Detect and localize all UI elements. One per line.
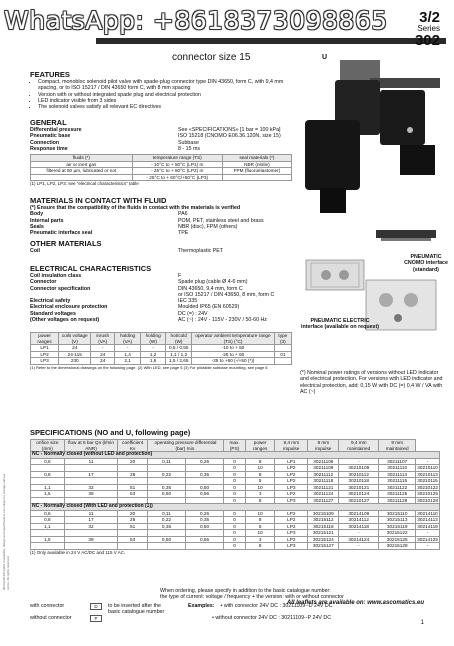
table-cell: 0,35 (147, 484, 185, 491)
features-section (30, 70, 300, 110)
table-cell: 30211127 (308, 497, 339, 504)
table-cell: 30211125 (379, 491, 416, 498)
table-cell: 53 (118, 536, 148, 543)
table-cell: 0,56 (186, 491, 224, 498)
table-cell: 0,56 (186, 536, 224, 543)
table-cell: 0 (224, 523, 246, 530)
table-cell (147, 543, 185, 550)
table-cell: 10 (246, 510, 275, 517)
table-cell: 30214124 (339, 536, 379, 543)
table-cell: 30211107 (379, 458, 416, 465)
table-cell: 0,26 (186, 458, 224, 465)
table-cell: 28 (118, 517, 148, 524)
table-cell: 30211112 (308, 471, 339, 478)
table-cell: LP2 (275, 478, 308, 485)
feature-item: • Compact, monobloc solenoid pilot valve with spade-plug connector type DIN 43650, form C, with 9,4 mm spacing, or to ISO 15217 / DIN 43650 form C, with 8 mm spacing (38, 79, 300, 92)
table-cell: 0,22 (147, 517, 185, 524)
table-cell: 30211124 (308, 491, 339, 498)
materials-title: MATERIALS IN CONTACT WITH FLUID (30, 196, 167, 205)
table-cell: 30210112 (339, 471, 379, 478)
table-cell: LP2 (275, 471, 308, 478)
table-cell: 0,6 (31, 458, 65, 465)
table-cell: 0,50 (147, 491, 185, 498)
table-cell: 30210124 (339, 491, 379, 498)
table-cell: 30215119 (379, 523, 416, 530)
table-cell: LP2 (275, 491, 308, 498)
table-row (31, 543, 440, 550)
table-cell: 3 (246, 536, 275, 543)
table-cell: 30215113 (379, 517, 416, 524)
table-cell (118, 543, 148, 550)
table-cell: 10 (246, 465, 275, 472)
table-cell: 0 (224, 510, 246, 517)
table-cell: 30210128 (417, 497, 438, 503)
table-cell: 30210121 (339, 484, 379, 491)
table-cell: 28 (118, 471, 148, 478)
table-cell: 30215122 (379, 530, 416, 537)
table-cell: 0,11 (147, 510, 185, 517)
table-cell: 10 (246, 484, 275, 491)
table-cell: 30210110 (417, 465, 438, 470)
table-cell: 8 (246, 497, 275, 504)
table-cell: 8 (246, 471, 275, 478)
table-cell: 0 (224, 458, 246, 465)
table-cell: LP2 (275, 510, 308, 517)
table-cell: 30211122 (379, 484, 416, 491)
table-cell: 30211113 (379, 471, 416, 478)
table-cell: 0 (224, 484, 246, 491)
table-cell: 1,1 (31, 484, 65, 491)
feature-item: • The solenoid valves satisfy all relevant EC directives (38, 104, 300, 110)
table-cell: 30215109 (308, 510, 339, 517)
general-row: Differential pressure See «SPECIFICATIONS» [1 bar = 100 kPa] (30, 127, 281, 133)
table-cell: 30211121 (308, 484, 339, 491)
photo2-caption: PNEUMATIC ELECTRIC interface (available on request) (300, 318, 379, 331)
table-cell: 11 (64, 458, 118, 465)
table-cell: 30211115 (379, 478, 416, 485)
general-row: Response time 8 - 15 ms (30, 145, 201, 152)
table-cell: 0,8 (31, 517, 65, 524)
table-cell: LP2 (275, 523, 308, 530)
table-cell: 51 (118, 484, 148, 491)
table-cell: LP2 (275, 465, 308, 472)
table-cell: 5 (246, 478, 275, 485)
table-cell: 3 (246, 491, 275, 498)
interface-photos (286, 230, 446, 360)
table-cell: 5 (246, 523, 275, 530)
table-cell: 32 (64, 523, 118, 530)
materials-note: (*) Ensure that the compatibility of the fluids in contact with the materials is verified (30, 205, 241, 211)
table-cell: 0,11 (147, 458, 185, 465)
table-cell: LP3 (275, 530, 308, 537)
table-cell: 32 (64, 484, 118, 491)
table-cell: 30215124 (308, 536, 339, 543)
series-label: Series (417, 24, 440, 33)
table-cell: LP2 (275, 517, 308, 524)
table-cell: 51 (118, 523, 148, 530)
table-cell: 30214125 (417, 536, 438, 542)
table-cell: 30214109 (339, 510, 379, 517)
table-cell: 30214112 (339, 517, 379, 524)
power-table: power ranges coils voltage (V) inrush (VA) holding (VA) holding (W) hot/cold (W) operator ambient temperature range (TS) (°C) type (3) LP1 24 - - - 0,5 / 0,55 -10 to + 50 LP2 24-115 24 1,4 1,2 1,1 / 1,2 -25 to + 60 01 LP3 230 24 2,1 1,6 1,5 / 2,65 -25 to +60 (-/+50 (*)) (30, 332, 292, 365)
table-cell: 30210109 (339, 465, 379, 472)
general-row: Pneumatic base ISO 15218 (CNOMO E06.36.120N, size 15) (30, 133, 281, 140)
header-bar (96, 38, 446, 44)
table-cell (186, 543, 224, 550)
fluids-table-wrap (30, 154, 292, 187)
table-cell: - (416, 543, 440, 550)
table-cell: 0,50 (186, 523, 224, 530)
fluids-note: (1) LP1, LP2, LP3: see "electrical characteristics" table (30, 181, 139, 186)
table-cell: 30215128 (379, 543, 416, 550)
feature-item: • LED indicator visible from 3 sides (38, 98, 300, 104)
table-cell: 30211106 (308, 458, 339, 465)
table-cell: 30210118 (339, 478, 379, 485)
photo-caption: PNEUMATIC CNOMO interface (standard) (404, 254, 448, 273)
table-cell: 0 (224, 491, 246, 498)
table-cell: 0 (224, 465, 246, 472)
table-cell: 30214113 (417, 517, 438, 522)
table-cell: 0,22 (147, 471, 185, 478)
electrical-section: ELECTRICAL CHARACTERISTICS Coil insulation class F Connector Spade plug (cable Ø 4-6 mm) Connector specification DIN 43650, 9,4 mm, form C or ISO 15217 / DIN 43650, 8 mm, form C Electrical safety IEC 335 Electrical enclosure protection Moulded IP65 (EN 60529) Standard voltages DC (=) : 24V (Other voltages on request) AC (~) : 24V - 115V - 230V / 50-60 Hz (30, 264, 300, 323)
table-cell: - (339, 530, 379, 537)
table-cell: 0 (224, 530, 246, 537)
table-cell: 30210122 (417, 484, 438, 490)
table-cell: LP3 (275, 497, 308, 504)
table-cell: 0,8 (31, 471, 65, 478)
feature-item: • Version with or without integrated spade plug and electrical protection (38, 92, 300, 98)
table-cell: 1,5 (31, 491, 65, 498)
watermark: WhatsApp: +8618373098865 (4, 6, 388, 35)
electrical-title: ELECTRICAL CHARACTERISTICS (30, 264, 152, 273)
table-cell: 30215118 (308, 523, 339, 530)
table-cell: 0,35 (186, 471, 224, 478)
table-cell: 0 (224, 471, 246, 478)
table-cell: - (416, 530, 440, 537)
product-photo (300, 60, 448, 225)
series-number: 3/2 (419, 9, 440, 26)
specs-table: orifice size (mm) flow at 6 bar Qn (l/min ANR) coefficient Kv operating pressure differential (bar) min. max. (PS) power ranges 9,4 mm impulse 8 mm impulse 9,4 mm maintained 8 mm maintained NC - Normally closed (without LED and protection) 0,6 11 20 0,11 0,26 0 8 LP1 30211106 - 30211107 - 0 10 LP2 30211109 30210109 30211110 30210110 0,8 17 28 0,22 0,35 0 8 LP2 30211112 30210112 30211113 30210113 0 5 LP2 30211118 30210118 30211115 30210115 1,1 32 51 0,35 0,50 0 10 LP3 30211121 30210121 30211122 30210122 1,5 39 53 0,50 0,56 0 3 LP2 30211124 30210124 30211125 30210125 0 8 LP3 30211127 30210127 30211128 30210128 NC - Normally closed (With LED and protection (1)) 0,6 11 20 0,11 0,26 0 10 LP2 30215109 30214109 30215110 30214110 0,8 17 28 0,22 0,35 0 8 LP2 30215112 30214112 30215113 30214113 1,1 32 51 0,35 0,50 0 5 LP2 30215118 30214118 30215119 30214119 0 10 LP3 30215121 - 30215122 - 1,5 39 53 0,50 0,56 0 3 LP2 30215124 30214124 30215125 30214125 0 8 LP3 30215127 - 30215128 - (32, 440, 438, 548)
table-cell: 30214118 (339, 523, 379, 530)
footer: All leaflets are available on: www.ascomatics.eu (286, 600, 424, 606)
power-note: (*) Nominal power ratings of versions without LED indicator and electrical protection. For versions with LED indicator and electrical protection, add: 0,15 W with DC (=) 0,4 W / VA with AC (~) (300, 370, 443, 395)
table-cell: 20 (118, 458, 148, 465)
table-cell: 0,35 (186, 517, 224, 524)
table-cell: 8 (246, 543, 275, 550)
specs-section (30, 428, 440, 556)
table-cell: 0 (224, 536, 246, 543)
table-cell: - (416, 458, 440, 465)
specs-title: SPECIFICATIONS (NO and U, following page) (30, 428, 191, 437)
table-cell: 30214119 (417, 523, 438, 529)
table-cell: 0,26 (186, 510, 224, 517)
features-list (30, 79, 300, 110)
table-cell: 30211118 (308, 478, 339, 485)
subtitle: connector size 15 (172, 52, 251, 63)
table-cell (64, 543, 118, 550)
other-title: OTHER MATERIALS (30, 239, 102, 249)
side-text: 00161GB-2011/R01 Availability, design and specifications are subject to change without notice. All rights reserved. (2, 473, 10, 590)
table-cell: 10 (246, 530, 275, 537)
table-cell: 0,35 (147, 523, 185, 530)
table-cell: 30215121 (308, 530, 339, 537)
series-code: 302 (414, 32, 440, 49)
features-title: FEATURES (30, 70, 70, 79)
table-cell: 8 (246, 517, 275, 524)
fluids-table: fluids (*) temperature range (TS) seal materials (*) air or inert gas - 10°C to + 50°C (LP1) m NBR (nitrile) filtered at 50 µm, lubricated or not - 25°C to + 60°C (LP2) m FPM (fluoroelastomer) - 25°C to + 60°C/+50°C (LP3) (30, 154, 292, 181)
table-cell: 0 (224, 517, 246, 524)
table-cell: 0,6 (31, 510, 65, 517)
general-section (30, 118, 300, 152)
ul-mark: U (322, 54, 328, 61)
specs-footnote: (1) Only available in 24 V AC/DC and 115 V AC. (30, 549, 126, 555)
table-cell: 11 (64, 510, 118, 517)
table-cell: 30210125 (417, 491, 438, 496)
specs-group-1: NC - Normally closed (without LED and protection) (31, 452, 440, 459)
power-table-wrap (30, 332, 292, 371)
table-cell: 30211110 (379, 465, 416, 472)
table-cell: 0 (224, 543, 246, 550)
table-cell: 39 (64, 491, 118, 498)
materials-section: MATERIALS IN CONTACT WITH FLUID (*) Ensure that the compatibility of the fluids in contact with the materials is verified Body PA6 Internal parts POM, PET, stainless steel and brass Seals NBR (disc), FPM (others) Pneumatic interface seal TPE OTHER MATERIALS Coil Thermoplastic PET (30, 196, 300, 255)
table-cell: 0 (224, 478, 246, 485)
table-cell: 8 (246, 458, 275, 465)
table-cell: 1,5 (31, 536, 65, 543)
table-cell: LP1 (275, 458, 308, 465)
table-cell: LP2 (275, 536, 308, 543)
table-cell: - (339, 543, 379, 550)
table-cell: 30210115 (417, 478, 438, 483)
table-cell: 30214110 (417, 510, 438, 516)
power-table-note: (1) Refer to the dimensional drawings on the following page. (2) With LED, see page 6 (3) For pilotable subbase mounting, see page 6 (30, 364, 268, 370)
table-cell: 53 (118, 491, 148, 498)
table-cell: 30210127 (339, 497, 379, 504)
specs-group-2: NC - Normally closed (With LED and protection (1)) (31, 504, 440, 511)
table-cell: - (339, 458, 379, 465)
ordering-section: When ordering, please specify in addition to the basic catalogue number: the type of current: voltage / frequency + the version: with or without connector with connector D to be inserted after the basic catalogue number Examples: • with connector 24V DC : 30211109--D 24V DC without connector P • without connector 24V DC : 30211109--P 24V DC (30, 588, 344, 622)
general-title: GENERAL (30, 118, 67, 127)
table-cell: 1,1 (31, 523, 65, 530)
table-cell: 17 (64, 517, 118, 524)
table-cell: 0,50 (186, 484, 224, 491)
table-cell: 0,50 (147, 536, 185, 543)
table-cell: 0 (224, 497, 246, 504)
table-cell: 30215112 (308, 517, 339, 524)
table-cell: 30215127 (308, 543, 339, 550)
series-block (415, 10, 440, 48)
table-cell: LP3 (275, 543, 308, 550)
table-cell (31, 543, 65, 550)
page-number: 1 (420, 620, 424, 626)
table-cell: LP3 (275, 484, 308, 491)
table-cell: 30211109 (308, 465, 339, 472)
general-row: Connection Subbase (30, 139, 199, 146)
table-cell: 17 (64, 471, 118, 478)
table-cell: 39 (64, 536, 118, 543)
table-cell: 20 (118, 510, 148, 517)
table-cell: 30215125 (379, 536, 416, 543)
table-cell: 30211128 (379, 497, 416, 504)
table-cell: 30215110 (379, 510, 416, 517)
table-cell: 30210113 (417, 471, 438, 477)
